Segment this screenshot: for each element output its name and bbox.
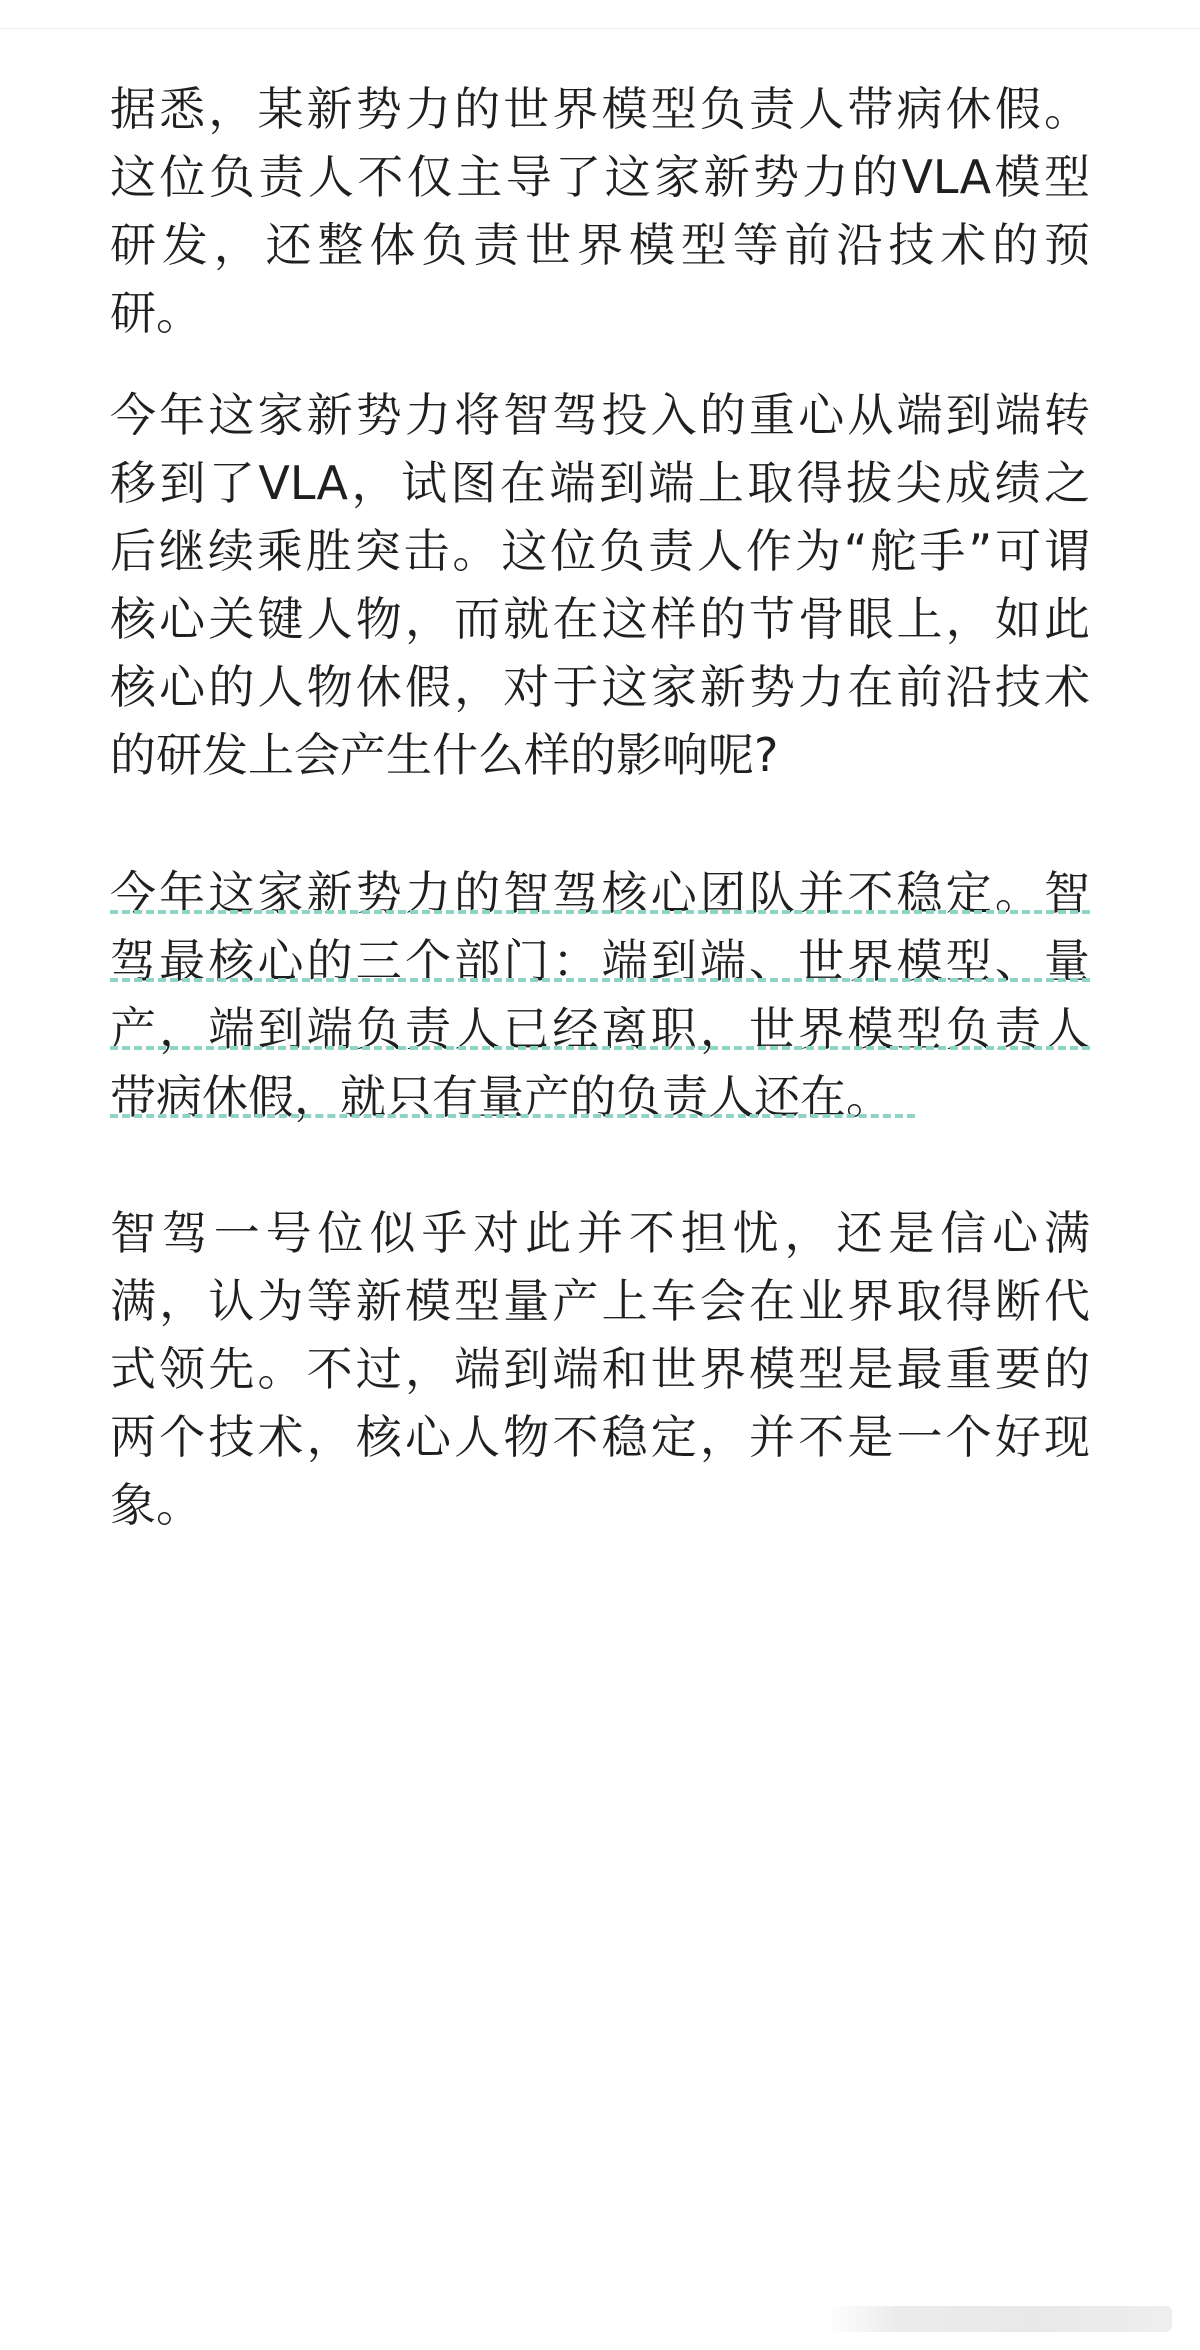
paragraph-3-line-3: 产，端到端负责人已经离职，世界模型负责人 [110,1002,1090,1056]
paragraph-1-line-1: 据悉，某新势力的世界模型负责人带病休假。 [110,82,1090,136]
paragraph-4-line-3: 式领先。不过，端到端和世界模型是最重要的 [110,1342,1090,1396]
paragraph-3-line-1: 今年这家新势力的智驾核心团队并不稳定。智 [110,866,1090,920]
highlight-underline [110,1046,1090,1050]
highlight-underline [110,978,1090,982]
paragraph-2-line-5: 核心的人物休假，对于这家新势力在前沿技术 [110,660,1090,714]
paragraph-2-line-4: 核心关键人物，而就在这样的节骨眼上，如此 [110,592,1090,646]
paragraph-2-line-2: 移到了VLA，试图在端到端上取得拔尖成绩之 [110,456,1090,510]
paragraph-2-line-3: 后继续乘胜突击。这位负责人作为“舵手”可谓 [110,524,1090,578]
paragraph-4-line-4: 两个技术，核心人物不稳定，并不是一个好现 [110,1410,1090,1464]
paragraph-3-line-4: 带病休假，就只有量产的负责人还在。 [110,1070,892,1124]
paragraph-4-line-1: 智驾一号位似乎对此并不担忧，还是信心满 [110,1206,1090,1260]
paragraph-1-line-2: 这位负责人不仅主导了这家新势力的VLA模型 [110,150,1090,204]
highlight-underline [110,910,1090,914]
highlight-underline [110,1114,915,1118]
paragraph-4-line-2: 满，认为等新模型量产上车会在业界取得断代 [110,1274,1090,1328]
paragraph-1-line-3: 研发，还整体负责世界模型等前沿技术的预 [110,218,1090,272]
watermark [826,2306,1172,2332]
paragraph-4-line-5: 象。 [110,1478,202,1532]
paragraph-3-line-2: 驾最核心的三个部门：端到端、世界模型、量 [110,934,1090,988]
paragraph-2-line-1: 今年这家新势力将智驾投入的重心从端到端转 [110,388,1090,442]
paragraph-1-line-4: 研。 [110,286,202,340]
top-divider [0,0,1200,29]
paragraph-2-line-6: 的研发上会产生什么样的影响呢? [110,728,779,782]
